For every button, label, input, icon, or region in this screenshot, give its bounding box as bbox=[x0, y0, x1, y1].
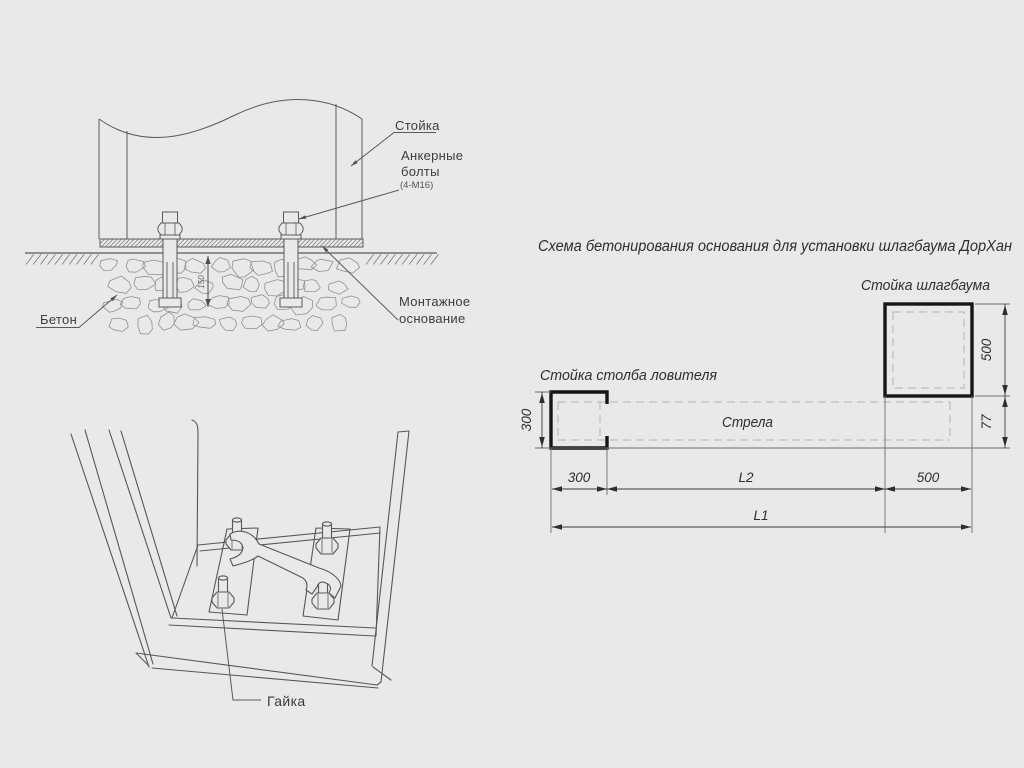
leader-mounting-base bbox=[322, 246, 470, 326]
stone bbox=[100, 259, 118, 271]
stone bbox=[311, 259, 333, 271]
barrier-post-square bbox=[885, 304, 972, 396]
inner-corner-line bbox=[192, 420, 198, 566]
depth-dim-text: 150 bbox=[197, 275, 206, 289]
bolts-label-1: Анкерные bbox=[401, 148, 464, 163]
nut-tightening-drawing bbox=[71, 420, 409, 709]
dim-arrows bbox=[539, 305, 1008, 530]
bottom-edge bbox=[136, 653, 377, 685]
nut-label: Гайка bbox=[267, 693, 306, 709]
wall-line bbox=[85, 430, 153, 664]
platform-right-edge bbox=[376, 527, 380, 636]
leader-arrow-icon bbox=[299, 215, 306, 219]
wall-line bbox=[121, 431, 177, 616]
stone bbox=[207, 296, 229, 309]
catcher-post-label: Стойка столба ловителя bbox=[540, 367, 717, 384]
stone bbox=[103, 299, 123, 312]
bottom-edge bbox=[152, 668, 378, 688]
concrete-stones bbox=[100, 257, 360, 334]
bolts-label-2: болты bbox=[401, 164, 440, 179]
stone bbox=[303, 280, 320, 292]
platform-left-edge bbox=[172, 545, 198, 618]
stone bbox=[120, 297, 140, 309]
base-label-2: основание bbox=[399, 311, 466, 326]
stone bbox=[278, 319, 301, 331]
stone bbox=[242, 316, 263, 329]
plan-title: Схема бетонирования основания для установки шлагбаума ДорХан bbox=[538, 238, 1013, 255]
stone bbox=[109, 318, 128, 331]
leader-anchor-bolts bbox=[299, 148, 463, 219]
stone bbox=[251, 295, 269, 308]
stone bbox=[227, 297, 251, 312]
concrete-label: Бетон bbox=[40, 312, 78, 327]
leader-nut-line bbox=[222, 609, 261, 700]
post-label: Стойка bbox=[395, 118, 440, 133]
dim-boom-height: 77 bbox=[979, 414, 994, 430]
dim-barrier-width: 500 bbox=[916, 470, 940, 485]
dim-barrier-height: 500 bbox=[979, 338, 994, 362]
break-wave-line bbox=[99, 100, 362, 138]
wall-line bbox=[71, 434, 149, 667]
barrier-post-inset-dashed bbox=[893, 312, 964, 388]
anchor-bolt bbox=[158, 212, 182, 307]
stone bbox=[188, 299, 206, 310]
boom-label: Стрела bbox=[722, 414, 773, 431]
stone bbox=[316, 297, 337, 310]
stone bbox=[184, 259, 205, 274]
stone bbox=[332, 314, 347, 331]
dim-total: L1 bbox=[753, 508, 769, 523]
stone bbox=[243, 276, 259, 291]
stone bbox=[138, 315, 153, 334]
plate-hatch bbox=[100, 239, 363, 246]
stone bbox=[328, 281, 348, 294]
dim-catcher-height: 300 bbox=[519, 408, 534, 432]
barrier-post-label: Стойка шлагбаума bbox=[861, 277, 990, 294]
stone bbox=[306, 316, 323, 331]
dim-span: L2 bbox=[738, 470, 754, 485]
wall-line bbox=[109, 430, 171, 618]
stone bbox=[176, 278, 194, 293]
dim-arrow-up-icon bbox=[205, 256, 210, 264]
stone bbox=[174, 314, 200, 330]
stone bbox=[211, 258, 230, 273]
stone bbox=[158, 312, 174, 330]
leader-concrete bbox=[36, 295, 117, 328]
dim-catcher-width: 300 bbox=[567, 470, 591, 485]
stone bbox=[262, 315, 284, 331]
wall-top-edge bbox=[398, 431, 409, 432]
stone bbox=[108, 276, 132, 293]
stone bbox=[342, 296, 361, 307]
wall-line bbox=[381, 431, 409, 682]
bolts-spec-label: (4-М16) bbox=[400, 180, 434, 191]
anchor-foundation-drawing bbox=[25, 100, 470, 334]
stone bbox=[134, 276, 156, 289]
stone bbox=[193, 317, 216, 329]
base-label-1: Монтажное bbox=[399, 294, 471, 309]
stone bbox=[220, 317, 237, 331]
leader-bolts-line bbox=[299, 190, 399, 219]
concrete-plan-drawing bbox=[519, 238, 1012, 533]
bottom-corner bbox=[377, 682, 381, 685]
